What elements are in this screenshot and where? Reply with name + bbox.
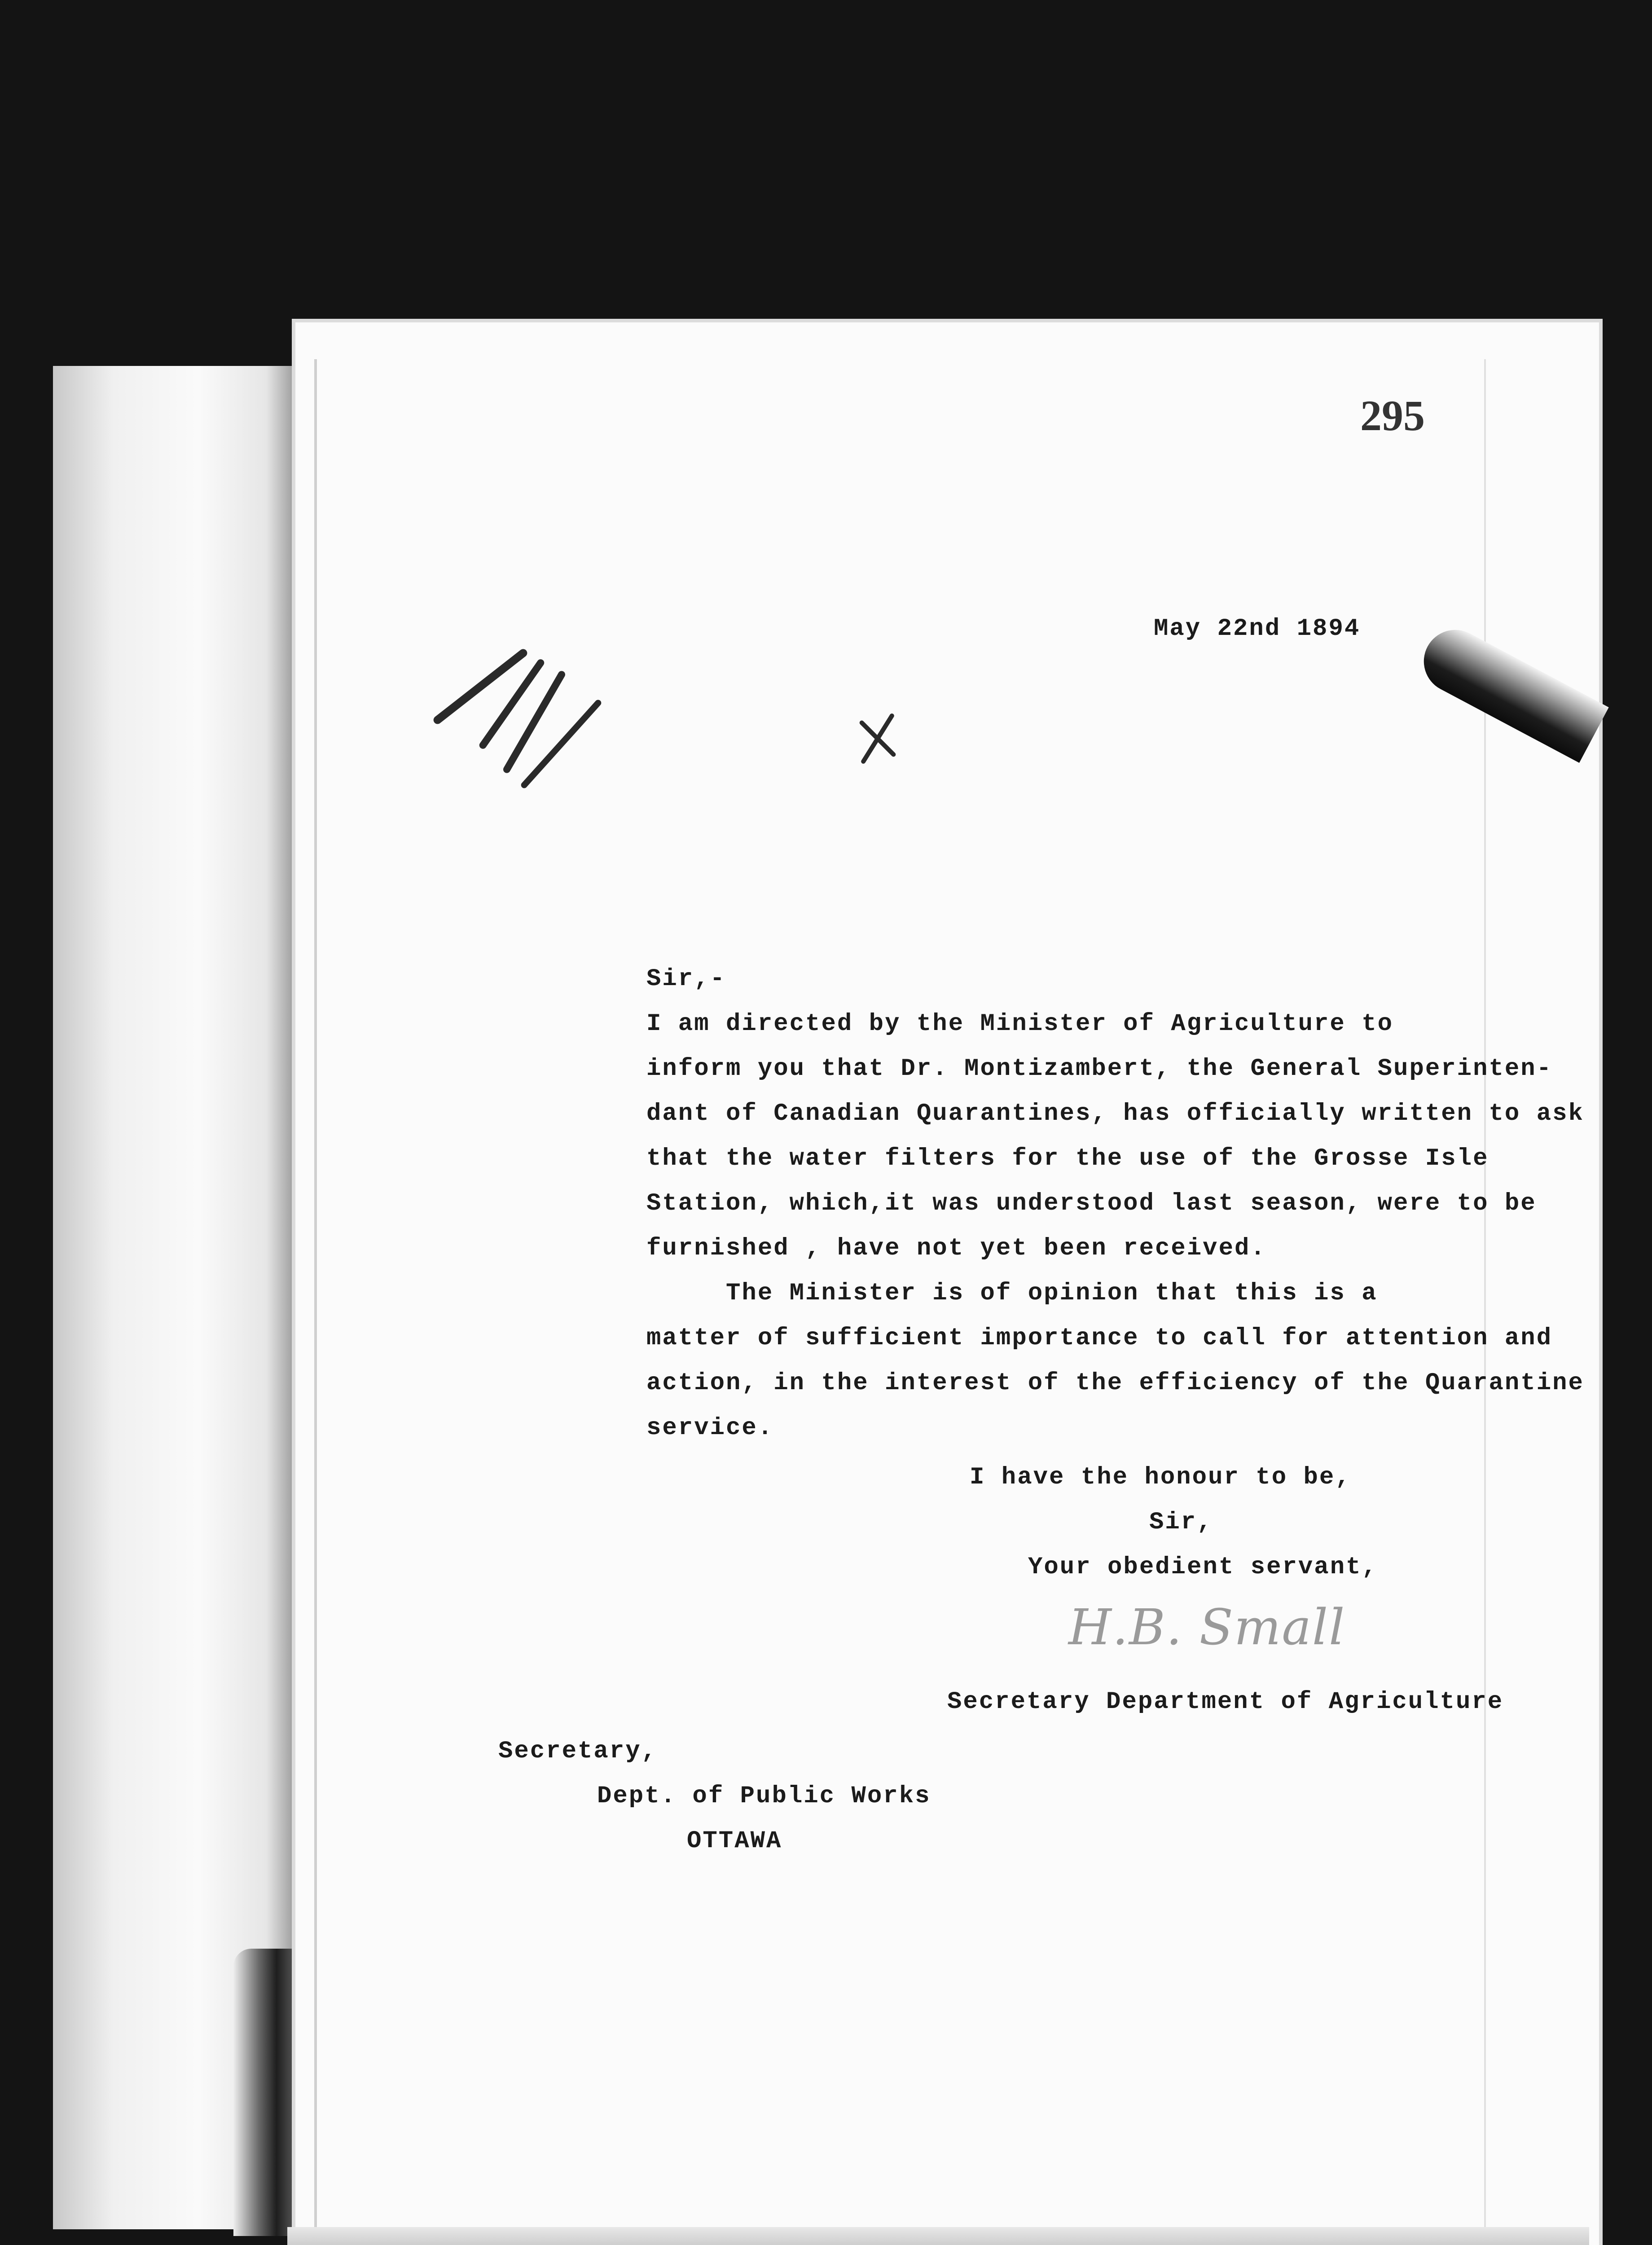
body-line: service.: [646, 1414, 774, 1442]
body-line: inform you that Dr. Montizambert, the General Superinten-: [646, 1055, 1553, 1083]
addressee-line: Dept. of Public Works: [597, 1783, 931, 1810]
addressee-line: Secretary,: [498, 1738, 658, 1765]
body-line: The Minister is of opinion that this is a: [646, 1280, 1378, 1307]
body-line: furnished , have not yet been received.: [646, 1235, 1266, 1262]
signer-title: Secretary Department of Agriculture: [947, 1688, 1504, 1716]
body-line: matter of sufficient importance to call for attention and: [646, 1325, 1553, 1352]
body-line: action, in the interest of the efficiency of the Quarantine: [646, 1369, 1584, 1397]
letter-date: May 22nd 1894: [1154, 615, 1361, 643]
closing-line: I have the honour to be,: [970, 1464, 1351, 1491]
body-line: I am directed by the Minister of Agriculture to: [646, 1010, 1394, 1038]
salutation: Sir,-: [646, 965, 726, 993]
page-number: 295: [1360, 392, 1425, 440]
body-line: dant of Canadian Quarantines, has officially written to ask: [646, 1100, 1584, 1127]
page-bottom-edge: [287, 2227, 1589, 2245]
closing-line: Sir,: [1149, 1509, 1213, 1536]
body-line: Station, which,it was understood last season, were to be: [646, 1190, 1537, 1217]
signature: H.B. Small: [1068, 1598, 1346, 1656]
body-line: that the water filters for the use of the Grosse Isle: [646, 1145, 1489, 1172]
closing-line: Your obedient servant,: [1028, 1554, 1378, 1581]
addressee-line: OTTAWA: [687, 1827, 782, 1855]
